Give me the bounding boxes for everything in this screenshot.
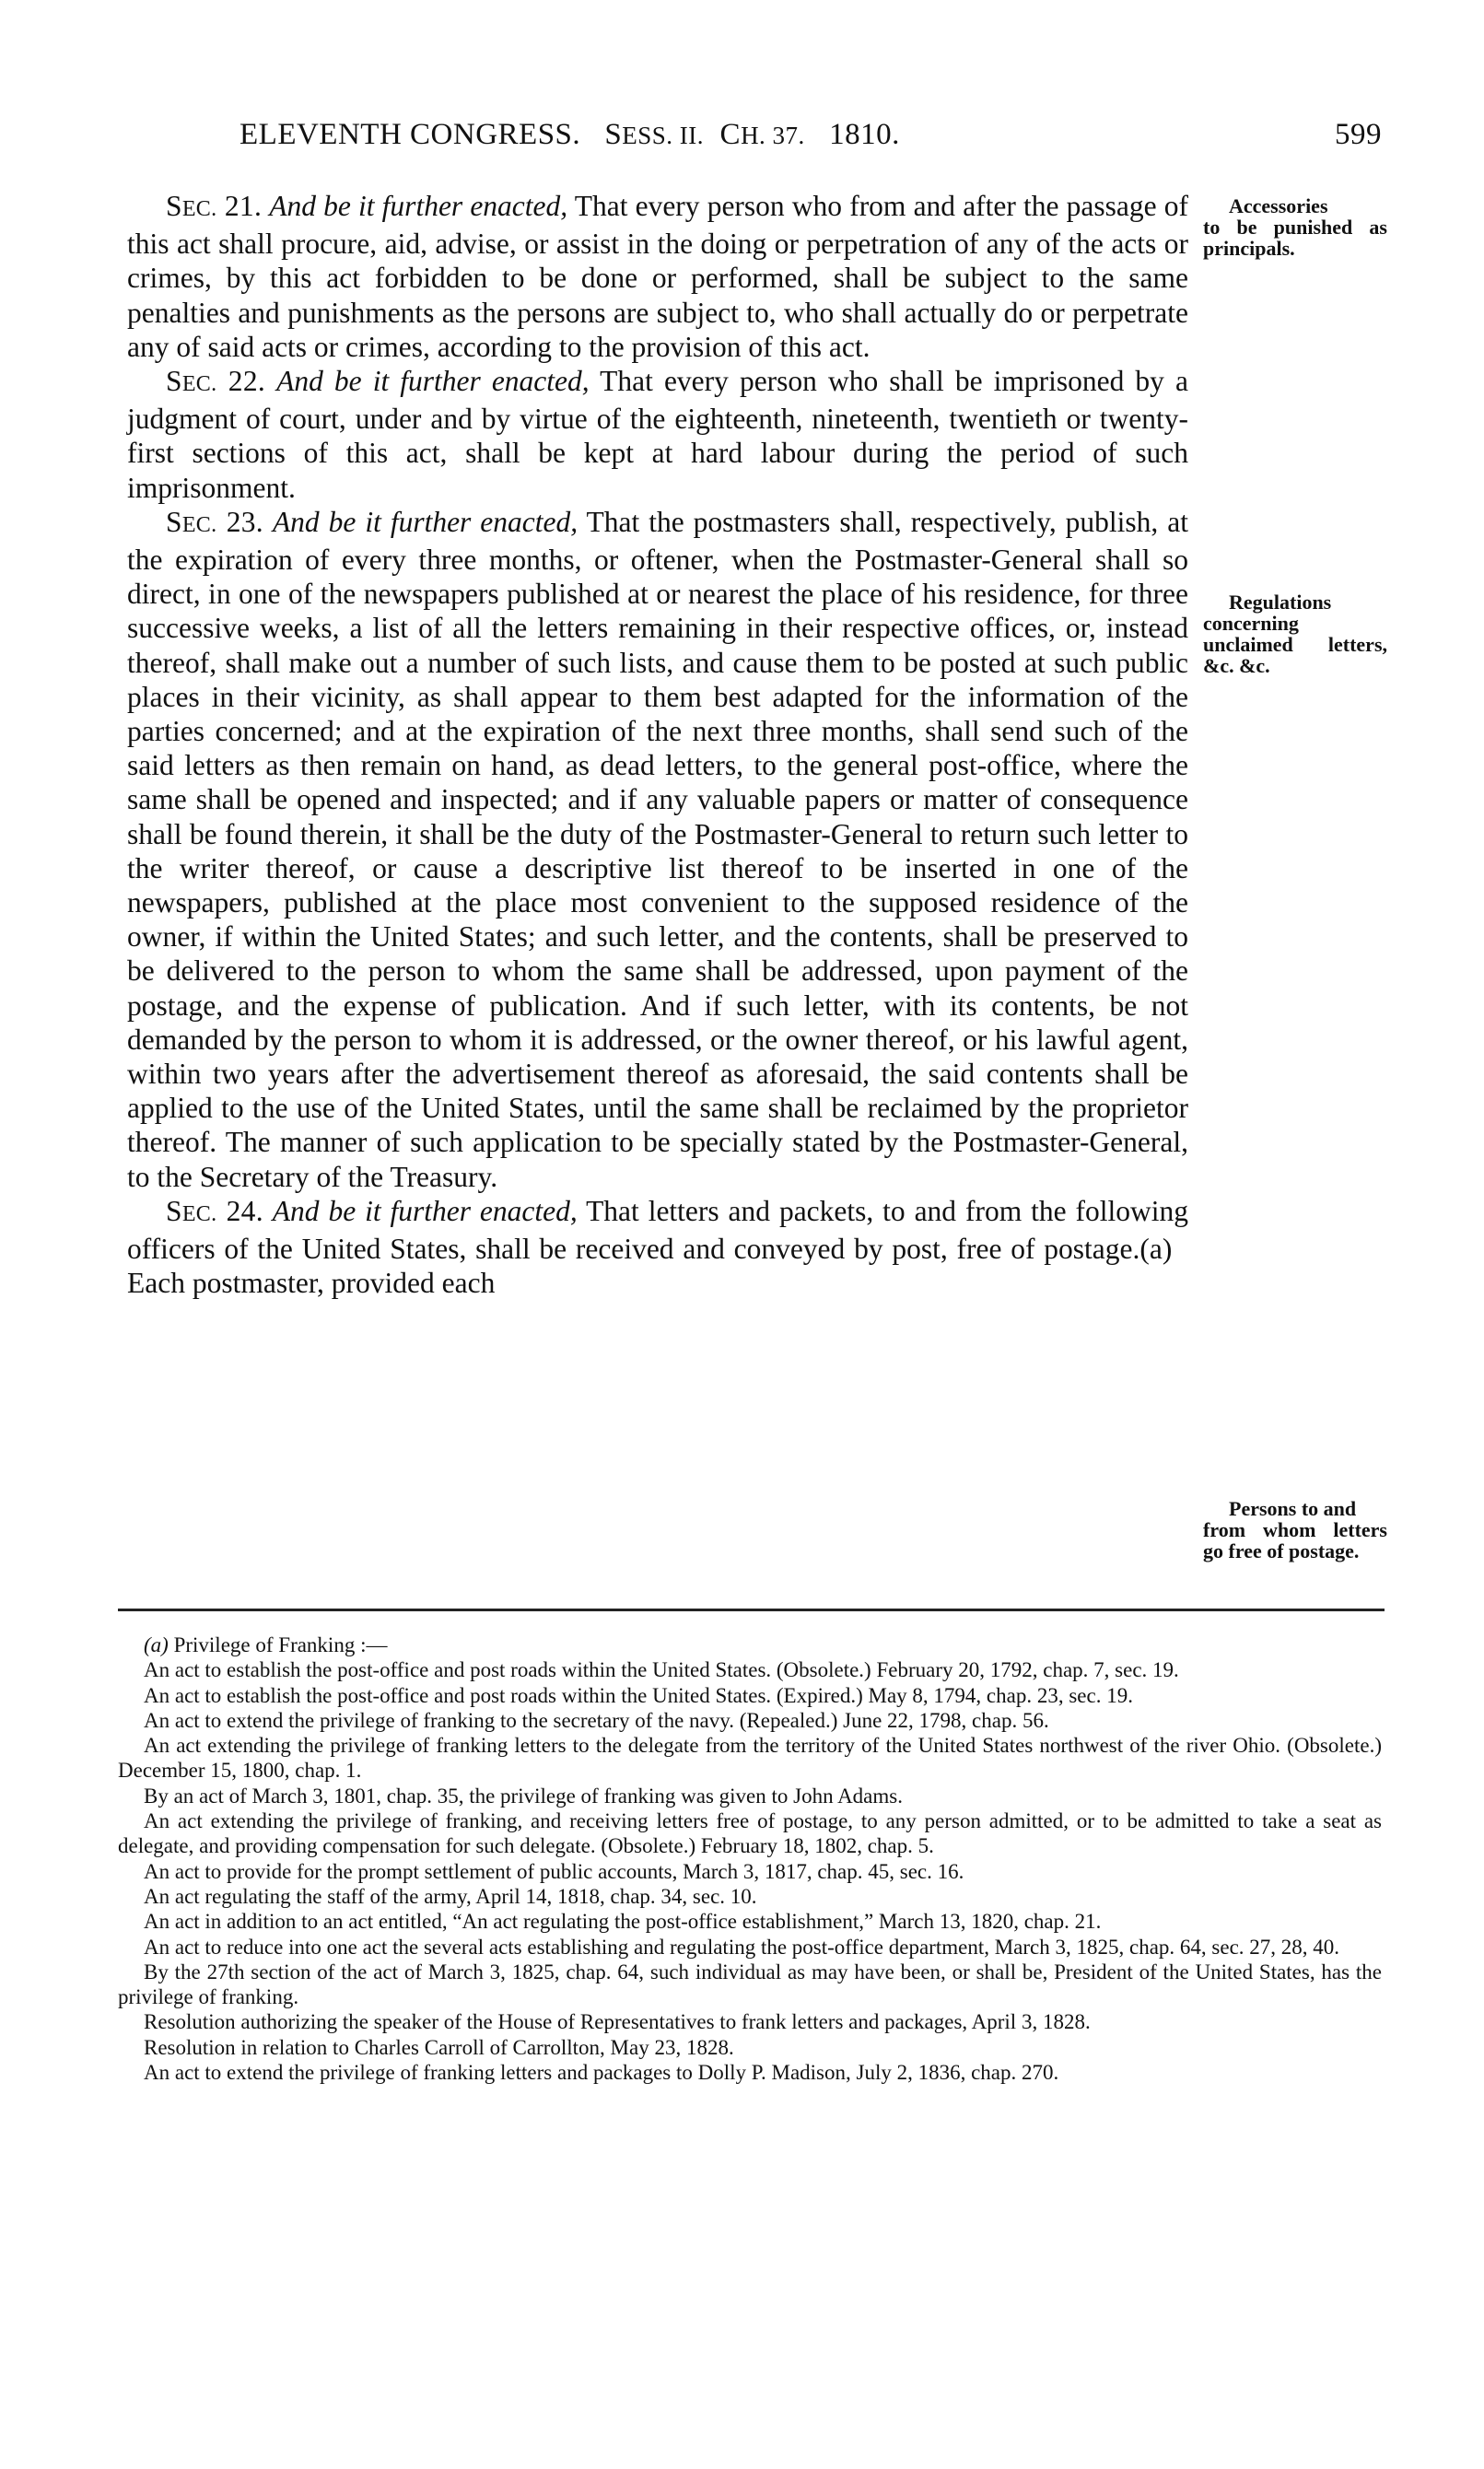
enacting-clause: And be it further enacted, xyxy=(272,1194,578,1227)
section-label: SEC. 24. xyxy=(166,1194,263,1227)
footnote-entry: An act to provide for the prompt settlement of public accounts, March 3, 1817, chap. 45, sec. 16. xyxy=(144,1859,964,1883)
margin-note-free-postage: Persons to and from whom letters go free of postage. xyxy=(1203,1497,1387,1562)
footnote-entry: An act to establish the post-office and post roads within the United States. (Expired.) May 8, 1794, chap. 23, sec. 19. xyxy=(144,1683,1133,1707)
session-label: SESS. II. xyxy=(604,118,705,151)
footnotes xyxy=(118,1632,1382,2085)
footnote-entry: An act regulating the staff of the army, April 14, 1818, chap. 34, sec. 10. xyxy=(144,1884,757,1908)
section-text: That every person who shall be imprisoned by a judgment of court, under and by virtue of the eighteenth, nineteenth, twentieth or twenty-first sections of this act, shall be kept at hard labour during the period of such imprisonment. xyxy=(127,365,1188,504)
margin-note-unclaimed-letters: Regulations concerning unclaimed letters, &c. &c. xyxy=(1203,591,1387,677)
section-text: That letters and packets, to and from the following officers of the United States, shall be received and conveyed by post, free of postage. xyxy=(127,1194,1188,1266)
congress-title: ELEVENTH CONGRESS. xyxy=(240,118,581,151)
section-22 xyxy=(127,364,1188,505)
section-23 xyxy=(127,505,1188,1194)
section-label: SEC. 23. xyxy=(166,505,263,538)
footnote-entry: An act to extend the privilege of franking to the secretary of the navy. (Repealed.) June 22, 1798, chap. 56. xyxy=(144,1708,1049,1732)
footnote-entry: An act to reduce into one act the several acts establishing and regulating the post-office department, March 3, 1825, chap. 64, sec. 27, 28, 40. xyxy=(144,1935,1340,1959)
running-title xyxy=(240,118,900,152)
footnote-entry: An act in addition to an act entitled, “An act regulating the post-office establishment,” March 13, 1820, chap. 21. xyxy=(144,1910,1102,1934)
running-header xyxy=(240,118,1382,164)
section-text: That every person who from and after the passage of this act shall procure, aid, advise, or assist in the doing or perpetration of any of the acts or crimes, by this act forbidden to be done or performed, shall be subject to the same penalties and punishments as the persons are subject to, who shall actually do or perpetrate any of said acts or crimes, according to the provision of this act. xyxy=(127,190,1188,363)
footnote-entry: By an act of March 3, 1801, chap. 35, the privilege of franking was given to John Adams. xyxy=(144,1784,903,1808)
footnote-title: (a) Privilege of Franking :— xyxy=(144,1633,388,1656)
enacting-clause: And be it further enacted, xyxy=(272,505,578,538)
margin-note-accessories: Accessories to be punished as principals. xyxy=(1203,194,1387,260)
footnote-reference[interactable]: (a) xyxy=(1139,1233,1173,1266)
section-text-continued: Each postmaster, provided each xyxy=(127,1267,496,1300)
footnote-divider xyxy=(118,1609,1385,1611)
page-number: 599 xyxy=(1335,118,1382,151)
footnote-entry: Resolution authorizing the speaker of the House of Representatives to frank letters and packages, April 3, 1828. xyxy=(144,2010,1091,2034)
section-text: That the postmasters shall, respectively, publish, at the expiration of every three months, or oftener, when the Postmaster-General shall so direct, in one of the newspapers published at or nearest the place of his residence, for three successive weeks, a list of all the letters remaining in their respective offices, or, instead thereof, shall make out a number of such lists, and cause them to be posted at such public places in their vicinity, as shall appear to them best adapted for the information of the parties concerned; and at the expiration of the next three months, shall send such of the said letters as then remain on hand, as dead letters, to the general post-office, where the same shall be opened and inspected; and if any valuable papers or matter of consequence shall be found therein, it shall be the duty of the Postmaster-General to return such letter to the writer thereof, or cause a descriptive list thereof to be inserted in one of the newspapers, published at the place most convenient to the supposed residence of the owner, if within the United States; and such letter, and the contents, shall be preserved to be delivered to the person to whom the same shall be addressed, upon payment of the postage, and the expense of publication. And if such letter, with its contents, be not demanded by the person to whom it is addressed, or the owner thereof, or his lawful agent, within two years after the advertisement thereof as aforesaid, the said contents shall be applied to the use of the United States, until the same shall be reclaimed by the proprietor thereof. The manner of such application to be specially stated by the Postmaster-General, to the Secretary of the Treasury. xyxy=(127,505,1188,1193)
section-label: SEC. 22. xyxy=(166,365,266,398)
footnote-entry: An act extending the privilege of franking letters to the delegate from the territory of the United States northwest of the river Ohio. (Obsolete.) December 15, 1800, chap. 1. xyxy=(118,1734,1382,1783)
statute-body xyxy=(127,189,1188,1301)
footnote-entry: An act to extend the privilege of franking letters and packages to Dolly P. Madison, July 2, 1836, chap. 270. xyxy=(144,2061,1059,2085)
year-label: 1810. xyxy=(829,118,900,151)
chapter-label: CH. 37. xyxy=(719,118,805,151)
footnote-entry: By the 27th section of the act of March 3, 1825, chap. 64, such individual as may have been, or shall be, President of the United States, has the privilege of franking. xyxy=(118,1960,1382,2009)
footnote-entry: An act extending the privilege of franking, and receiving letters free of postage, to any person admitted, or to be admitted to take a seat as delegate, and providing compensation for such delegate. (Obsolete.) February 18, 1802, chap. 5. xyxy=(118,1809,1382,1858)
footnote-marker: (a) xyxy=(144,1633,169,1656)
enacting-clause: And be it further enacted, xyxy=(276,365,590,398)
footnote-entry: An act to establish the post-office and post roads within the United States. (Obsolete.) February 20, 1792, chap. 7, sec. 19. xyxy=(144,1658,1179,1682)
footnote-entry: Resolution in relation to Charles Carroll of Carrollton, May 23, 1828. xyxy=(144,2035,734,2059)
section-24 xyxy=(127,1194,1188,1301)
enacting-clause: And be it further enacted, xyxy=(269,190,568,222)
section-21 xyxy=(127,189,1188,364)
section-label: SEC. 21. xyxy=(166,190,263,222)
